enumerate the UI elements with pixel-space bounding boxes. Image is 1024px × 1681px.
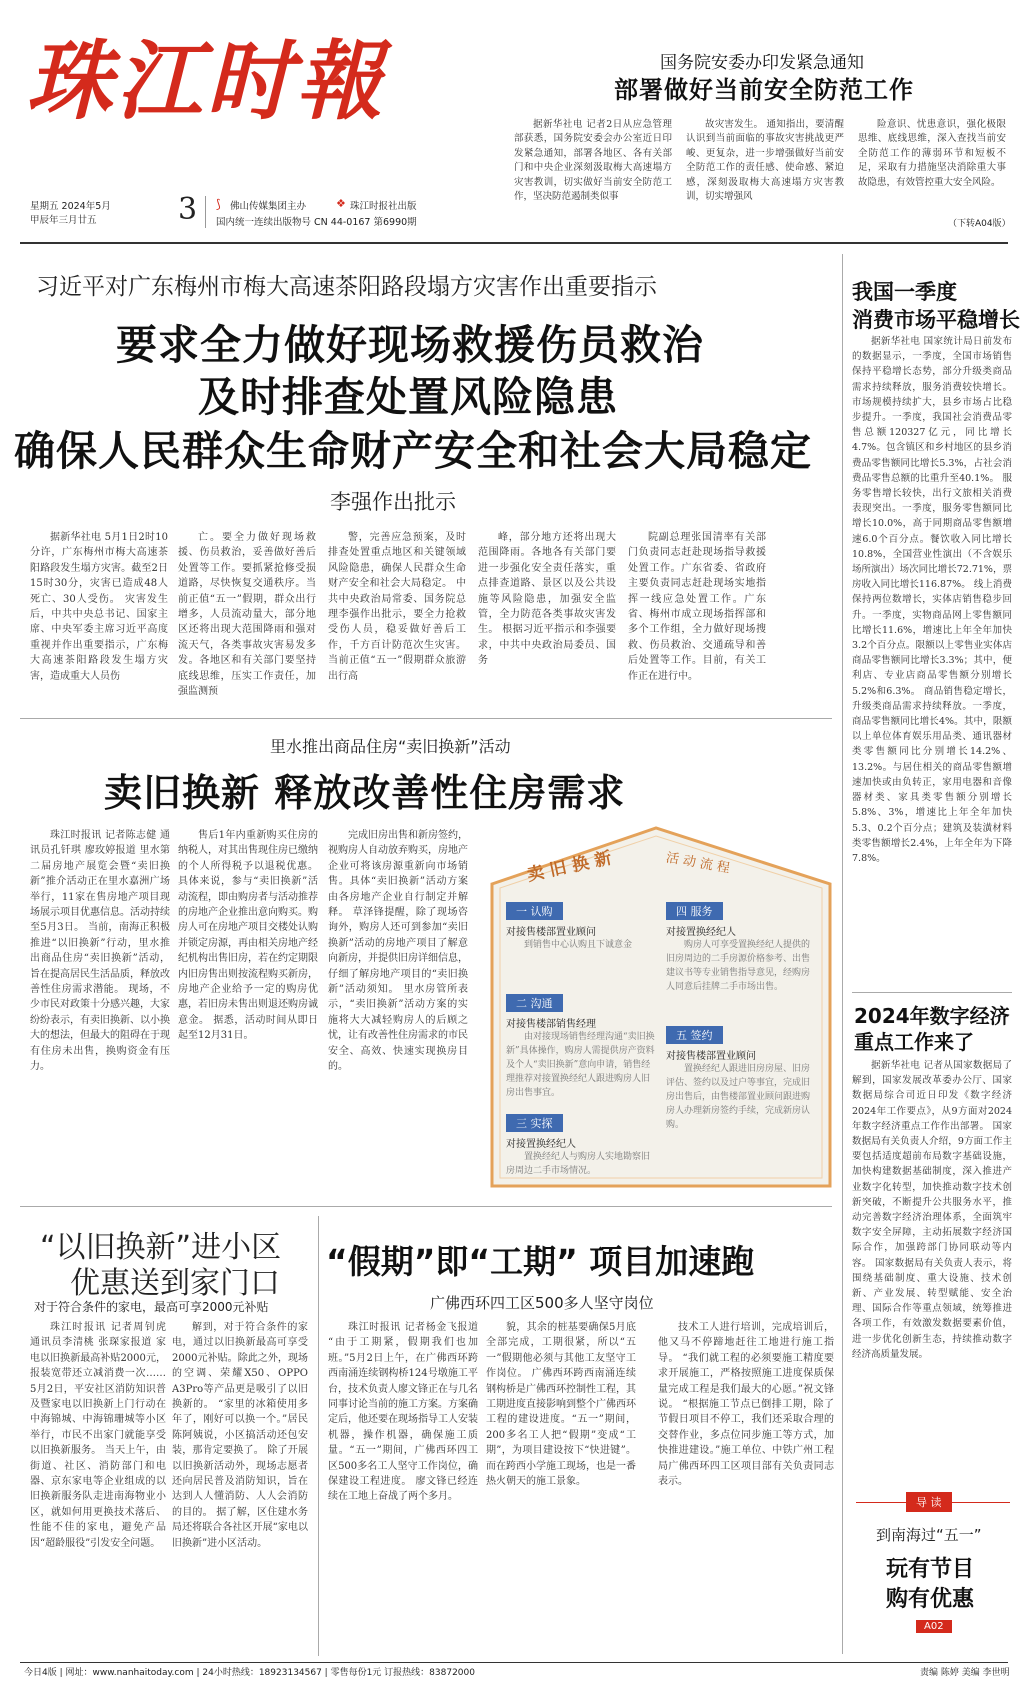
third-subhead: 对于符合条件的家电，最高可享2000元补贴 (34, 1300, 269, 1314)
top-headline: 部署做好当前安全防范工作 (614, 76, 914, 104)
third-headline-2: 优惠送到家门口 (70, 1266, 280, 1301)
daodu-tag: 导 读 (906, 1492, 952, 1512)
main-headline-2: 及时排查处置风险隐患 (198, 373, 618, 421)
side2-title-2: 重点工作来了 (854, 1030, 974, 1054)
fourth-col-2: 貌，其余的桩基要确保5月底全部完成，工期很紧，所以“五一”假期他必须与其他工友坚守工作岗位。 广佛西环跨西南涌连续钢构桥是广佛西环控制性工程，其工期进度直接影响到整个广佛西环工程的建设进度。“五一”期间，200多名工人把“假期”变成“工期”，为项目建设按下“快进键”。 而在跨西小学施工现场，也是一番热火朝天的施工景象。 (486, 1322, 636, 1488)
side2-title-1: 2024年数字经济 (854, 1004, 1010, 1028)
publisher-logo-icon: ⟆ (216, 197, 221, 211)
lunar-date: 甲辰年三月廿五 (30, 215, 97, 226)
flow-step-2: 二 沟通 对接售楼部销售经理 由对接现场销售经理沟通“卖旧换新”具体操作，购房人需提供房产资料及个人“卖旧换新”意向申请，销售经理推荐对接置换经纪人跟进购房人旧房出售事宜。 (506, 992, 656, 1128)
third-headline-1: “以旧换新”进小区 (40, 1230, 282, 1265)
top-jump[interactable]: （下转A04版） (948, 219, 1011, 229)
top-col-2: 故灾害发生。 通知指出，要清醒认识到当前面临的事故灾害挑战更严峻、更复杂，进一步增强做好当前安全防范工作的责任感、使命感、紧迫感，深刻汲取梅大高速塌方灾害教训，切实增强风 (686, 119, 844, 203)
side1-title-2: 消费市场平稳增长 (852, 308, 1020, 332)
masthead-info (30, 192, 450, 230)
second-kicker: 里水推出商品住房“卖旧换新”活动 (270, 737, 511, 756)
side1-body: 据新华社电 国家统计局日前发布的数据显示，一季度，全国市场销售保持平稳增长态势，部分升级类商品需求持续释放，服务消费较快增长。 市场规模持续扩大，县乡市场占比稳步提升。一季度，我国社会消费品零售总额120327亿元，同比增长4.7%。包含镇区和乡村地区的县乡消费品零售额同比增长5.3%，占社会消费品零售总额的比重升至40.1%。 服务零售增长较快，出行文旅相关消费表现突出。一季度，服务零售额同比增长10.0%，高于同期商品零售额增速6.0个百分点。餐饮收入同比增长10.8%，全国营业性演出（不含娱乐场所演出）场次同比增长72.71%，票房收入同比增长116.87%。 线上消费保持两位数增长，实体店销售稳步回升。一季度，实物商品网上零售额同比增长11.6%，增速比上年全年加快3.2个百分点。限额以上零售业实体店商品零售额同比增长3.3%；其中，便利店、专业店商品零售额分别增长5.2%和6.3%。 商品销售稳定增长，升级类商品需求持续释放。一季度，商品零售额同比增长4%。其中，限额以上单位体育娱乐用品类、通讯器材类零售额同比分别增长14.2%、13.2%。与居住相关的商品零售额增速加快或由负转正，家用电器和音像器材类、家具类零售额分别增长5.8%、3%，增速比上年全年加快5.3、0.2个百分点；建筑及装潢材料类零售额增长2.4%，上年全年为下降7.8%。 (852, 336, 1012, 864)
flow-step-1: 一 认购 对接售楼部置业顾问 到销售中心认购且下诚意金 (506, 900, 656, 952)
flow-title: 卖 旧 换 新 (525, 848, 614, 886)
daodu-line-1: 到南海过“五一” (876, 1526, 982, 1544)
publication-number: 国内统一连续出版物号 CN 44-0167 第6990期 (216, 217, 417, 228)
top-col-3: 险意识、忧患意识，强化极限思维、底线思维，深入查找当前安全防范工作的薄弱环节和短板不足，采取有力措施坚决消除重大事故隐患，有效管控重大安全风险。 (858, 119, 1006, 188)
fourth-subhead: 广佛西环四工区500多人坚守岗位 (430, 1294, 654, 1312)
masthead-title: 珠江时報 (26, 32, 386, 132)
top-col-1: 据新华社电 记者2日从应急管理部获悉，国务院安委会办公室近日印发紧急通知，部署各地区、各有关部门和中央企业深刻汲取梅大高速塌方灾害教训，切实做好当前安全防范工作，坚决防范遏制类似事 (514, 119, 672, 203)
fourth-headline: “假期”即“工期” 项目加速跑 (326, 1242, 755, 1281)
main-col-4: 峰，部分地方还将出现大范围降雨。各地各有关部门要进一步强化安全责任落实，重点排查道路、景区以及公共设施等风险隐患，加强安全监管，全力防范各类事故灾害发生。 根据习近平指示和李强要求，中共中央政治局委员、国务 (478, 532, 616, 667)
second-col-1: 珠江时报讯 记者陈志健 通讯员孔钎琪 廖玫婷报道 里水第二届房地产展览会暨“卖旧换新”推介活动正在里水嘉洲广场举行，11家在售房地产项目现场展示项目优惠信息。活动持续至5月3日。 当前，南海正积极推进“以旧换新”行动，里水推出商品住房“卖旧换新”活动，旨在提高居民生活品质，释放改善性住房需求潜能。 现场，不少市民对政策十分感兴趣，大家纷纷表示，有卖旧换新、以小换大的想法，但最大的阻碍在于现有住房未出售，换购资金有压力。 (30, 830, 170, 1073)
main-col-3: 警，完善应急预案，及时排查处置重点地区和关键领域风险隐患，确保人民群众生命财产安全和社会大局稳定。 中共中央政治局常委、国务院总理李强作出批示，要全力抢救受伤人员，稳妥做好善后工作，千方百计防范次生灾害。当前正值“五一”假期群众旅游出行高 (328, 532, 466, 682)
third-col-1: 珠江时报讯 记者周钊虎 通讯员李清桃 张琛家报道 家电以旧换新最高补贴2000元，报装宽带还立减消费一次……5月2日，平安社区消防知识普及暨家电以旧换新上门行动在中海锦城、中海锦珊城等小区举行，市民不出家门就能享受以旧换新服务。 当天上午，由街道、社区、消防部门和电器、京东家电等企业组成的以旧换新服务队走进南海物业小区，就如何用更换技术落后、性能不佳的家电，避免产品因“超龄服役”引发安全问题。 (30, 1322, 166, 1549)
footer-info: 今日4版 | 网址：www.nanhaitoday.com | 24小时热线：18923134567 | 零售每份1元 订报热线：83872000 (24, 1668, 475, 1678)
publisher-1: 佛山传媒集团主办 (230, 201, 307, 212)
publisher-2: 珠江时报社出版 (350, 201, 417, 212)
footer-editor: 责编 陈婷 美编 李世明 (920, 1668, 1010, 1678)
side1-title-1: 我国一季度 (852, 280, 957, 304)
second-headline: 卖旧换新 释放改善性住房需求 (104, 771, 626, 815)
main-col-2: 亡。要全力做好现场救援、伤员救治，妥善做好善后处置等工作。要抓紧抢修受损道路，尽快恢复交通秩序。当前正值“五一”假期，群众出行增多，人员流动量大，部分地区还将出现大范围降雨和强对流天气，各类事故灾害易发多发。各地区和有关部门要坚持底线思维，压实工作责任，加强监测预 (178, 532, 316, 698)
main-subhead: 李强作出批示 (330, 490, 456, 514)
side2-body: 据新华社电 记者从国家数据局了解到，国家发展改革委办公厅、国家数据局综合司近日印发《数字经济2024年工作要点》，从9方面对2024年数字经济重点工作作出部署。 国家数据局有关负责人介绍，9方面工作主要包括适度超前布局数字基础设施，加快构建数据基础制度，深入推进产业数字化转型，加快推动数字技术创新突破，不断提升公共服务水平，推动完善数字经济治理体系，全面筑牢数字安全屏障，主动拓展数字经济国际合作，加强跨部门协同联动等内容。 国家数据局有关负责人表示，将围绕基础制度、重大设施、技术创新、产业发展、转型赋能、安全治理、国际合作等重点领域，统筹推进各项工作，有效激发数据要素价值，进一步优化创新生态，持续推动数字经济高质量发展。 (852, 1060, 1012, 1360)
issue-date: 星期五 2024年5月 (30, 201, 111, 212)
daodu-line-3: 购有优惠 (886, 1587, 975, 1612)
flow-graphic (486, 812, 836, 1192)
press-logo-icon: ❖ (336, 197, 346, 210)
daodu-box[interactable] (856, 1490, 1010, 1662)
daodu-page: A02 (916, 1620, 952, 1633)
fourth-col-1: 珠江时报讯 记者杨金飞报道 “由于工期紧，假期我们也加班。”5月2日上午，在广佛西环跨西南涌连续钢构桥124号墩施工平台，技术负责人廖文锋正在与几名同事讨论当前的施工方案。方案确定后，他还要在现场指导工人安装机器，操作机器，确保施工质量。“五一”期间，广佛西环四工区500多名工人坚守工作岗位，确保建设工程进度。 廖文锋已经连续在工地上奋战了两个多月。 (328, 1322, 478, 1503)
flow-subtitle: 活 动 流 程 (664, 850, 731, 877)
main-headline-1: 要求全力做好现场救援伤员救治 (116, 321, 704, 369)
flow-step-3: 三 实探 对接置换经纪人 置换经纪人与购房人实地勘察旧房周边二手市场情况。 (506, 1112, 656, 1178)
flow-step-4: 四 服务 对接置换经纪人 购房人可享受置换经纪人提供的旧房周边的二手房源价格参考、出售建议书等专业销售指导意见，经购房人同意后挂牌二手市场出售。 (666, 900, 816, 1036)
issue-day: 3 (178, 192, 198, 227)
main-kicker: 习近平对广东梅州市梅大高速茶阳路段塌方灾害作出重要指示 (36, 274, 657, 300)
daodu-line-2: 玩有节目 (886, 1557, 975, 1582)
flow-step-5: 五 签约 对接售楼部置业顾问 置换经纪人跟进旧房房屋、旧房评估、签约以及过户等事宜，完成旧房出售后，由售楼部置业顾问跟进购房人办理新房签约手续，完成新房认购。 (666, 1024, 816, 1188)
second-col-3: 完成旧房出售和新房签约，视购房人自动放弃购买，房地产企业可将该房源重新向市场销售。具体“卖旧换新”活动方案由各房地产企业自行制定并解释。 草泽锋提醒，除了现场咨询外，购房人还可到参加“卖旧换新”活动的房地产项目了解意向新房，并提供旧房详细信息，仔细了解房地产项目的“卖旧换新”活动须知。 里水房管所表示，“卖旧换新”活动方案的实施将大大减轻购房人的后顾之忧，让有改善性住房需求的市民安全、高效、快速实现换房目的。 (328, 830, 468, 1073)
third-col-2: 解到，对于符合条件的家电，通过以旧换新最高可享受2000元补贴。除此之外，现场的空调、荣耀X50、OPPO A3Pro等产品更是吸引了以旧换新的。 “家里的冰箱使用多年了，刚好可以换一个。”居民陈阿姨说，小区搞活动还包安装，那肯定要换了。 除了开展以旧换新活动外，现场志愿者还向居民普及消防知识，旨在达到人人懂消防、人人会消防的目的。 据了解，区住建水务局还将联合各社区开展“家电以旧换新”进小区活动。 (172, 1322, 308, 1549)
main-col-1: 据新华社电 5月1日2时10分许，广东梅州市梅大高速茶阳路段发生塌方灾害。截至2日15时30分，灾害已造成48人死亡、30人受伤。 灾害发生后，中共中央总书记、国家主席、中央军委主席习近平高度重视并作出重要指示，广东梅大高速茶阳路段发生塌方灾害，造成重大人员伤 (30, 532, 168, 682)
main-headline-3: 确保人民群众生命财产安全和社会大局稳定 (14, 427, 812, 475)
fourth-col-3: 技术工人进行培训，完成培训后，他又马不停蹄地赶往工地进行施工指导。 “我们就工程的必须要施工精度要求开展施工，严格按照施工进度保质保量完成工程是我们最大的心愿。”祝文锋说。 “根据施工节点已倒排工期，除了节假日项目不停工，我们还采取合理的交替作业，多点位同步施工等方式，加快推进建设。”施工单位、中铁广州工程局广佛西环四工区项目部有关负责同志表示。 (658, 1322, 834, 1488)
main-col-5: 院副总理张国清率有关部门负责同志赶赴现场指导救援处置工作。广东省委、省政府主要负责同志赶赴现场实地指挥一线应急处置工作。广东省、梅州市成立现场指挥部和多个工作组，全力做好现场搜救、伤员救治、交通疏导和善后处置等工作。目前，有关工作正在进行中。 (628, 532, 766, 682)
top-kicker: 国务院安委办印发紧急通知 (660, 53, 864, 73)
second-col-2: 售后1年内重新购买住房的纳税人，对其出售现住房已缴纳的个人所得税予以退税优惠。 具体来说，参与“卖旧换新”活动流程，即由购房者与活动推荐的房地产企业推出意向购买。购房人可在房地产项目交楼处认购并锁定房源，再由相关房地产经纪机构出售旧房，若在约定期限内旧房售出则按流程购买新房，房地产企业给予一定的购房优惠，若旧房未售出则退还购房诚意金。 据悉，活动时间从即日起至12月31日。 (178, 830, 318, 1042)
